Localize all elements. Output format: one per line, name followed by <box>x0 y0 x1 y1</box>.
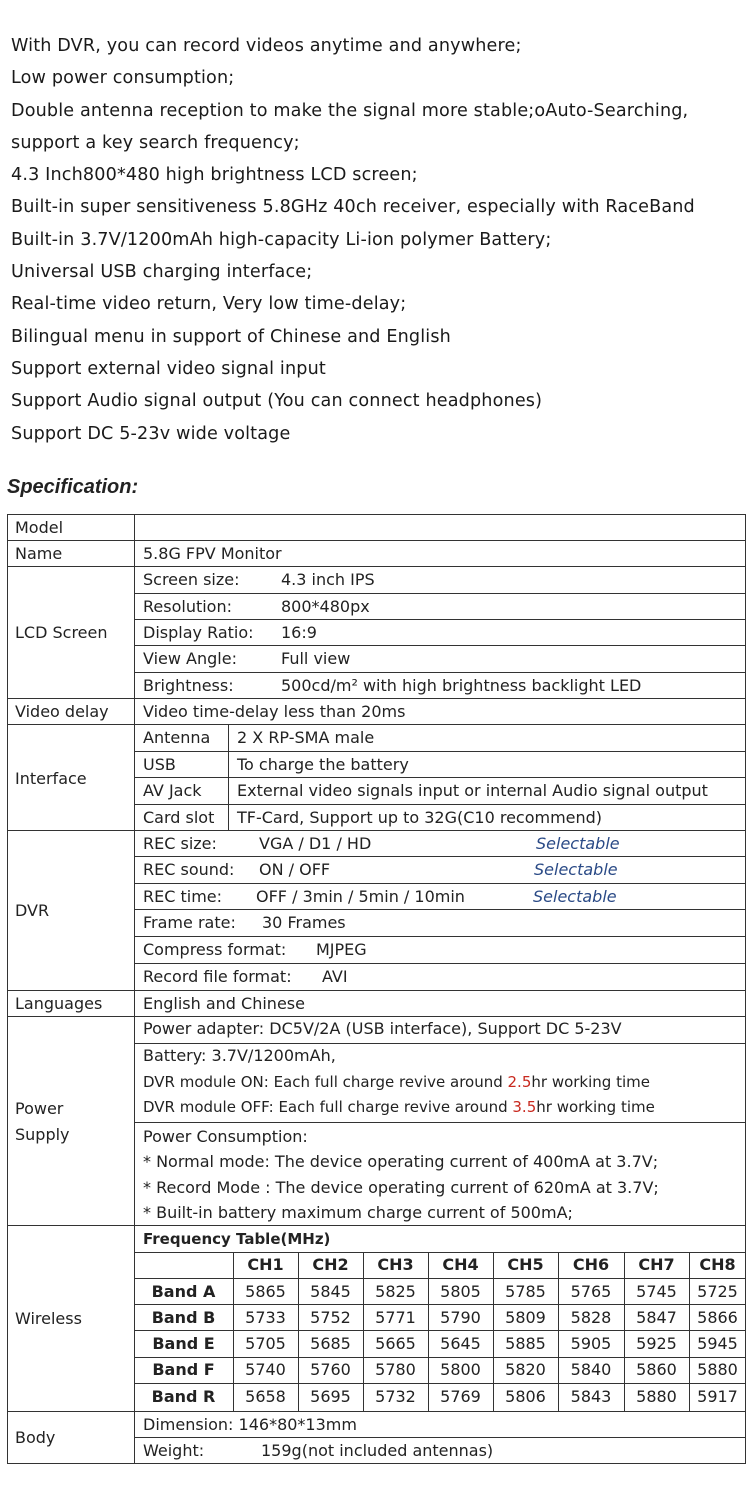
row-divider <box>134 936 746 937</box>
feature-line: 4.3 Inch800*480 high brightness LCD screen; <box>11 165 418 186</box>
freq-cell: 5752 <box>310 1308 351 1327</box>
value-consumption-title: Power Consumption: <box>143 1127 308 1146</box>
value-video-delay: Video time-delay less than 20ms <box>143 702 406 721</box>
section-divider <box>7 1411 746 1412</box>
freq-cell: 5825 <box>375 1282 416 1301</box>
selectable-note: Selectable <box>533 887 617 906</box>
value-dvr-off-runtime <box>143 1097 655 1117</box>
row-divider <box>134 672 746 673</box>
label-interface: Interface <box>15 769 87 788</box>
value-weight: 159g(not included antennas) <box>261 1441 494 1460</box>
consumption-line: * Normal mode: The device operating current of 400mA at 3.7V; <box>143 1152 659 1171</box>
row-divider <box>134 645 746 646</box>
section-divider <box>7 1225 746 1226</box>
table-gridline <box>7 514 8 1464</box>
dvr-key: Compress format: <box>143 940 287 959</box>
interface-key: Antenna <box>143 728 211 747</box>
row-divider <box>134 619 746 620</box>
value-dvr-on-runtime <box>143 1072 650 1092</box>
dvr-off-suffix: hr working time <box>536 1098 655 1116</box>
freq-cell: 5885 <box>505 1334 546 1353</box>
lcd-value: Full view <box>281 649 351 668</box>
dvr-on-suffix: hr working time <box>531 1073 650 1091</box>
interface-key: Card slot <box>143 808 215 827</box>
lcd-key: View Angle: <box>143 649 237 668</box>
freq-cell: 5809 <box>505 1308 546 1327</box>
label-lcd-screen: LCD Screen <box>15 623 108 642</box>
freq-cell: 5865 <box>245 1282 286 1301</box>
label-video-delay: Video delay <box>15 702 109 721</box>
section-divider <box>7 990 746 991</box>
freq-cell: 5945 <box>697 1334 738 1353</box>
value-languages: English and Chinese <box>143 994 305 1013</box>
dvr-value: 30 Frames <box>262 913 346 932</box>
freq-cell: 5685 <box>310 1334 351 1353</box>
row-divider <box>134 1252 746 1253</box>
label-supply: Supply <box>15 1125 70 1144</box>
row-divider <box>134 804 746 805</box>
lcd-key: Screen size: <box>143 570 240 589</box>
freq-cell: 5732 <box>375 1387 416 1406</box>
spec-heading: Specification: <box>7 476 139 498</box>
band-name: Band E <box>152 1334 215 1353</box>
channel-header: CH2 <box>312 1255 349 1274</box>
dvr-off-text: DVR module OFF: Each full charge revive around <box>143 1098 513 1116</box>
freq-cell: 5760 <box>310 1360 351 1379</box>
freq-cell: 5765 <box>570 1282 612 1301</box>
feature-line: Double antenna reception to make the signal more stable;oAuto-Searching, <box>11 100 689 121</box>
freq-cell: 5780 <box>375 1360 416 1379</box>
interface-col-divider <box>228 724 229 830</box>
dvr-value: ON / OFF <box>259 860 331 879</box>
freq-cell: 5769 <box>440 1387 481 1406</box>
table-gridline <box>7 1463 746 1464</box>
label-model: Model <box>15 518 64 537</box>
feature-list <box>11 30 746 450</box>
row-divider <box>134 1330 746 1331</box>
interface-key: USB <box>143 755 176 774</box>
channel-header: CH8 <box>699 1255 736 1274</box>
selectable-note: Selectable <box>534 860 618 879</box>
interface-value: External video signals input or internal Audio signal output <box>237 781 708 800</box>
freq-cell: 5880 <box>636 1387 677 1406</box>
value-battery: Battery: 3.7V/1200mAh, <box>143 1046 336 1065</box>
consumption-line: * Record Mode : The device operating current of 620mA at 3.7V; <box>143 1178 659 1197</box>
freq-cell: 5866 <box>697 1308 738 1327</box>
row-divider <box>134 963 746 964</box>
lcd-key: Brightness: <box>143 676 234 695</box>
lcd-value: 4.3 inch IPS <box>281 570 375 589</box>
feature-line: Support Audio signal output (You can connect headphones) <box>11 391 543 412</box>
value-name: 5.8G FPV Monitor <box>143 544 282 563</box>
table-gridline <box>7 514 746 515</box>
value-dimension: Dimension: 146*80*13mm <box>143 1415 357 1434</box>
freq-cell: 5785 <box>505 1282 546 1301</box>
dvr-value: MJPEG <box>316 940 367 959</box>
feature-line: support a key search frequency; <box>11 132 300 153</box>
section-divider <box>7 566 746 567</box>
freq-cell: 5645 <box>440 1334 481 1353</box>
freq-cell: 5665 <box>375 1334 416 1353</box>
interface-value: TF-Card, Support up to 32G(C10 recommend) <box>237 808 603 827</box>
band-name: Band R <box>151 1387 216 1406</box>
band-name: Band F <box>152 1360 215 1379</box>
feature-line: Built-in super sensitiveness 5.8GHz 40ch receiver, especially with RaceBand <box>11 197 695 218</box>
feature-line: Support DC 5-23v wide voltage <box>11 423 291 444</box>
channel-header: CH6 <box>572 1255 610 1274</box>
dvr-key: REC sound: <box>143 860 235 879</box>
freq-cell: 5917 <box>697 1387 738 1406</box>
row-divider <box>134 1383 746 1384</box>
freq-cell: 5905 <box>570 1334 612 1353</box>
consumption-line: * Built-in battery maximum charge current of 500mA; <box>143 1203 573 1222</box>
dvr-value: VGA / D1 / HD <box>259 834 372 853</box>
row-divider <box>134 751 746 752</box>
interface-value: 2 X RP-SMA male <box>237 728 375 747</box>
label-power: Power <box>15 1099 64 1118</box>
freq-cell: 5805 <box>440 1282 481 1301</box>
band-name: Band B <box>151 1308 216 1327</box>
freq-cell: 5828 <box>570 1308 612 1327</box>
row-divider <box>134 909 746 910</box>
lcd-key: Resolution: <box>143 597 232 616</box>
dvr-on-hours: 2.5 <box>507 1073 532 1091</box>
freq-cell: 5925 <box>636 1334 677 1353</box>
row-divider <box>134 1304 746 1305</box>
freq-cell: 5800 <box>440 1360 481 1379</box>
section-divider <box>7 540 746 541</box>
freq-cell: 5705 <box>245 1334 286 1353</box>
interface-key: AV Jack <box>143 781 202 800</box>
freq-cell: 5740 <box>245 1360 286 1379</box>
label-name: Name <box>15 544 63 563</box>
dvr-value: OFF / 3min / 5min / 10min <box>256 887 465 906</box>
freq-cell: 5745 <box>636 1282 677 1301</box>
lcd-value: 16:9 <box>281 623 317 642</box>
feature-line: Real-time video return, Very low time-delay; <box>11 294 407 315</box>
selectable-note: Selectable <box>536 834 620 853</box>
freq-cell: 5820 <box>505 1360 546 1379</box>
freq-cell: 5847 <box>636 1308 677 1327</box>
row-divider <box>134 1357 746 1358</box>
lcd-key: Display Ratio: <box>143 623 254 642</box>
freq-cell: 5840 <box>570 1360 612 1379</box>
dvr-off-hours: 3.5 <box>512 1098 537 1116</box>
row-divider <box>134 856 746 857</box>
label-body: Body <box>15 1428 56 1447</box>
dvr-on-text: DVR module ON: Each full charge revive around <box>143 1073 508 1091</box>
channel-header: CH4 <box>442 1255 479 1274</box>
row-divider <box>134 883 746 884</box>
section-divider <box>7 698 746 699</box>
interface-value: To charge the battery <box>237 755 409 774</box>
dvr-key: Frame rate: <box>143 913 236 932</box>
freq-cell: 5771 <box>375 1308 416 1327</box>
feature-line: Universal USB charging interface; <box>11 262 313 283</box>
dvr-value: AVI <box>322 967 348 986</box>
dvr-key: Record file format: <box>143 967 292 986</box>
channel-header: CH5 <box>507 1255 544 1274</box>
row-divider <box>134 1043 746 1044</box>
channel-header: CH1 <box>247 1255 284 1274</box>
row-divider <box>134 593 746 594</box>
freq-cell: 5695 <box>310 1387 351 1406</box>
label-languages: Languages <box>15 994 103 1013</box>
dvr-key: REC time: <box>143 887 223 906</box>
freq-cell: 5733 <box>245 1308 286 1327</box>
row-divider <box>134 777 746 778</box>
lcd-value: 500cd/m² with high brightness backlight LED <box>281 676 642 695</box>
value-weight-label: Weight: <box>143 1441 205 1460</box>
freq-cell: 5658 <box>245 1387 286 1406</box>
feature-line: Bilingual menu in support of Chinese and English <box>11 326 451 347</box>
band-name: Band A <box>151 1282 216 1301</box>
row-divider <box>134 1122 746 1123</box>
lcd-value: 800*480px <box>281 597 370 616</box>
channel-header: CH3 <box>377 1255 414 1274</box>
freq-cell: 5845 <box>310 1282 351 1301</box>
freq-cell: 5843 <box>570 1387 612 1406</box>
freq-cell: 5806 <box>505 1387 546 1406</box>
feature-line: Built-in 3.7V/1200mAh high-capacity Li-ion polymer Battery; <box>11 229 552 250</box>
freq-cell: 5880 <box>697 1360 738 1379</box>
section-divider <box>7 830 746 831</box>
feature-line: With DVR, you can record videos anytime and anywhere; <box>11 36 522 56</box>
feature-line: Low power consumption; <box>11 68 235 89</box>
dvr-key: REC size: <box>143 834 217 853</box>
label-wireless: Wireless <box>15 1309 82 1328</box>
section-divider <box>7 1016 746 1017</box>
row-divider <box>134 1437 746 1438</box>
freq-cell: 5725 <box>697 1282 738 1301</box>
freq-table-title: Frequency Table(MHz) <box>143 1230 331 1248</box>
value-power-adapter: Power adapter: DC5V/2A (USB interface), Support DC 5-23V <box>143 1019 622 1038</box>
section-divider <box>7 724 746 725</box>
label-dvr: DVR <box>15 901 50 920</box>
channel-header: CH7 <box>638 1255 675 1274</box>
freq-cell: 5860 <box>636 1360 677 1379</box>
freq-cell: 5790 <box>440 1308 481 1327</box>
spec-table <box>7 514 746 1464</box>
feature-line: Support external video signal input <box>11 358 326 379</box>
row-divider <box>134 1278 746 1279</box>
